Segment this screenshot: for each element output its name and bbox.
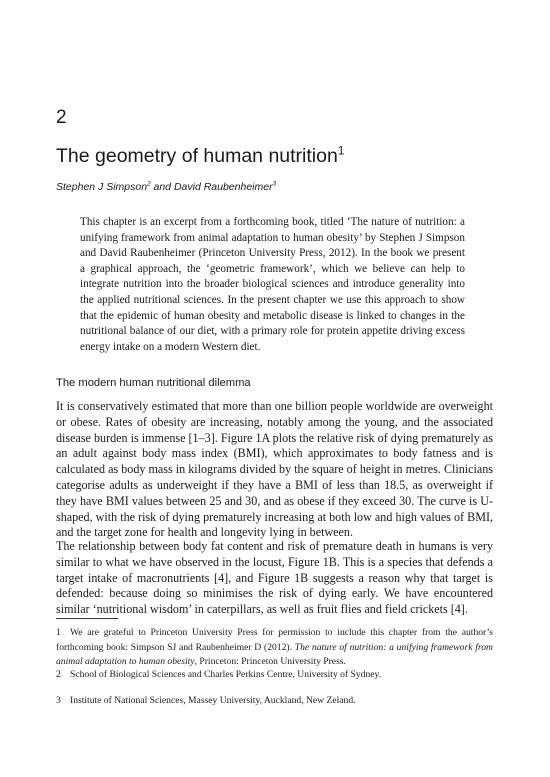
chapter-number: 2 xyxy=(56,107,67,128)
author-line xyxy=(56,181,276,193)
body-paragraph-2: The relationship between body fat content and risk of premature death in humans is very similar to what we have observed in the locust, Figure 1B. This is a species that defends a target intake of macronutrients [4], and Figure 1B suggests a reason why that target is defended: because doing so minimises the risk of dying early. We have encountered similar ‘nutritional wisdom’ in caterpillars, as well as fruit flies and field crickets [4]. xyxy=(56,539,493,617)
section-heading: The modern human nutritional dilemma xyxy=(56,377,251,389)
footnote-2-number: 2 xyxy=(56,669,61,680)
chapter-abstract: This chapter is an excerpt from a forthcoming book, titled ‘The nature of nutrition: a unifying framework from animal adaptation to human obesity’ by Stephen J Simpson and David Raubenheimer (Princeton University Press, 2012). In the book we present a graphical approach, the ‘geometric framework’, which we believe can help to integrate nutrition into the broader biological sciences and introduce generality into the applied nutritional sciences. In the present chapter we use this approach to show that the epidemic of human obesity and metabolic disease is linked to changes in the nutritional balance of our diet, with a primary role for protein appetite driving excess energy intake on a modern Western diet. xyxy=(80,216,465,353)
body-paragraph-1: It is conservatively estimated that more than one billion people worldwide are overweight or obese. Rates of obesity are increasing, notably among the young, and the associated disease burden is immense [1–3]. Figure 1A plots the relative risk of dying prematurely as an adult against body mass index (BMI), which approximates to body fatness and is calculated as body mass in kilograms divided by the square of height in metres. Clinicians categorise adults as underweight if they have a BMI of less than 18.5, as overweight if they have BMI values between 25 and 30, and as obese if they exceed 30. The curve is U-shaped, with the risk of dying prematurely increasing at both low and high values of BMI, and the target zone for health and longevity lying in between. xyxy=(56,399,493,540)
author-2: David Raubenheimer xyxy=(173,181,273,193)
chapter-title xyxy=(56,145,344,168)
footnote-1-publisher: , Princeton: Princeton University Press. xyxy=(194,656,346,667)
footnote-1 xyxy=(56,626,493,670)
footnote-3 xyxy=(56,694,493,709)
footnote-1-text: We are grateful to Princeton University Press for permission to include this chapter from the author’s forthcoming book: Simpson SJ and Raubenheimer D (2012). xyxy=(56,627,493,653)
chapter-title-text: The geometry of human nutrition xyxy=(56,145,338,167)
author-joiner: and xyxy=(150,181,174,193)
footnote-1-number: 1 xyxy=(56,627,61,638)
footnote-divider xyxy=(56,618,118,619)
footnote-3-text: Institute of National Sciences, Massey University, Auckland, New Zeland. xyxy=(70,695,356,706)
author-2-footnote-marker: 3 xyxy=(272,180,277,188)
footnote-1-book-title: The nature of nutrition: a unifying framework from animal adaptation to human obesity xyxy=(56,641,493,667)
author-1: Stephen J Simpson xyxy=(56,181,148,193)
footnote-2 xyxy=(56,668,493,683)
author-1-footnote-marker: 2 xyxy=(147,180,151,188)
footnote-3-number: 3 xyxy=(56,695,61,706)
footnote-2-text: School of Biological Sciences and Charles Perkins Centre, University of Sydney. xyxy=(70,669,382,680)
title-footnote-marker: 1 xyxy=(337,144,345,158)
